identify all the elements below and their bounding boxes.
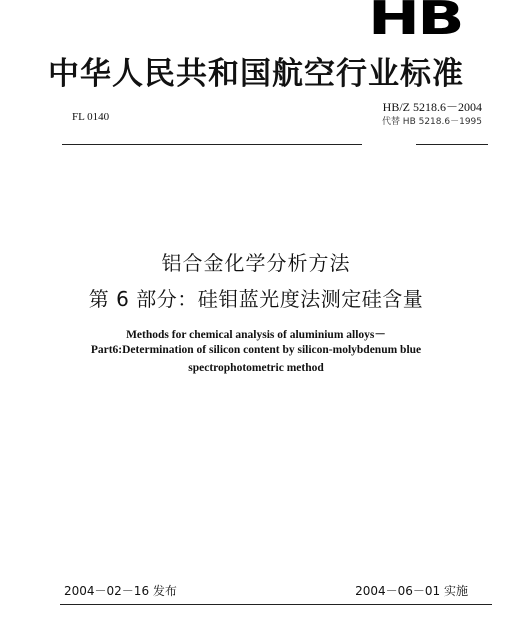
- implement-date: 2004－06－01 实施: [355, 584, 468, 598]
- footer-divider: [60, 604, 492, 605]
- publish-date: 2004－02－16 发布: [64, 584, 177, 598]
- standard-number: HB/Z 5218.6－2004: [382, 100, 482, 114]
- title-zh-line-2: 第 6 部分：硅钼蓝光度法测定硅含量: [88, 287, 424, 311]
- classification-code: FL 0140: [72, 111, 110, 123]
- header-divider-left: [62, 144, 362, 145]
- title-zh-line-1: 铝合金化学分析方法: [161, 251, 351, 275]
- title-en-line-2: Part6:Determination of silicon content by silicon-molybdenum blue: [90, 344, 422, 356]
- title-en-line-1: Methods for chemical analysis of aluminium alloys－: [126, 329, 386, 341]
- title-en-line-3: spectrophotometric method: [188, 362, 324, 374]
- header-divider-right: [416, 144, 488, 145]
- replaces-note: 代替 HB 5218.6－1995: [381, 117, 482, 127]
- hb-logo: HB: [368, 0, 462, 36]
- standard-category-header: 中华人民共和国航空行业标准: [48, 56, 464, 92]
